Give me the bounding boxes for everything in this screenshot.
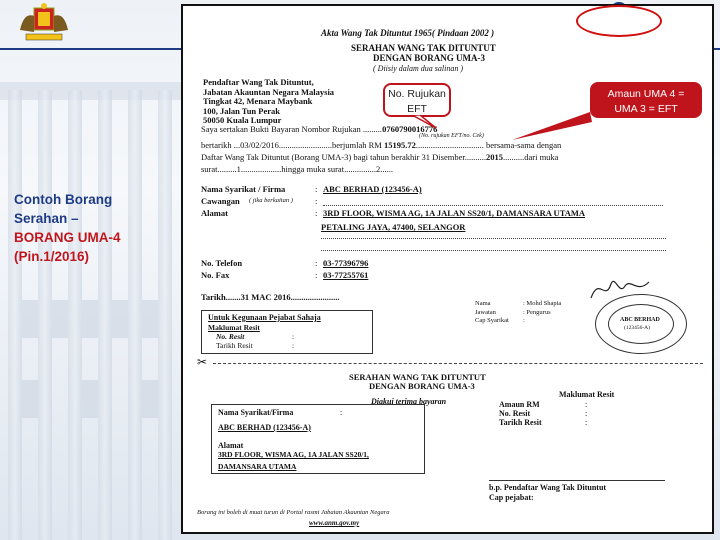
address-blank-line (321, 238, 666, 239)
company-stamp (595, 294, 687, 354)
address-line: Tingkat 42, Menara Maybank (203, 96, 313, 107)
caption-line-2: Serahan – (14, 211, 79, 226)
sign-name-value: : Mohd Shapia (523, 300, 562, 307)
office-box-subtitle: Maklumat Resit (208, 323, 260, 332)
field-label-address: Alamat (201, 208, 228, 218)
field-label-fax: No. Fax (201, 270, 230, 280)
field-note-branch: ( jika berkaitan ) (249, 197, 293, 204)
amount-value: 15195.72 (383, 140, 416, 150)
stamp-name: ABC BERHAD (620, 317, 660, 323)
receipt-subtitle: Diakui terima bayaran (371, 397, 447, 406)
colon: : (292, 332, 295, 341)
receipt-amount-label: Amaun RM (499, 400, 540, 409)
paragraph-line-2 (201, 140, 561, 150)
callout-eft-reference (383, 83, 451, 117)
colon: : (585, 409, 588, 418)
office-box-receipt-date: Tarikh Resit (216, 341, 253, 350)
para-text: bertarikh ...03/02/2016.........................berjumlah RM (201, 140, 382, 150)
address-line: Pendaftar Wang Tak Dituntut, (203, 77, 314, 87)
slide-caption (14, 190, 164, 266)
receipt-number-label: No. Resit (499, 409, 531, 418)
para-text: Saya sertakan Bukti Bayaran Nombor Rujukan ......... (201, 124, 383, 134)
office-use-box (201, 310, 373, 354)
stamp-registration: (123456-A) (624, 325, 650, 331)
para-text: ................................ bersama-sama dengan (415, 140, 562, 150)
cut-line (213, 363, 703, 364)
registrar-signature-label: b.p. Pendaftar Wang Tak Dituntut (489, 483, 607, 492)
colon: : (292, 341, 295, 350)
receipt-info-title: Maklumat Resit (559, 390, 615, 399)
field-label-phone: No. Telefon (201, 258, 243, 268)
field-value-address-2: PETALING JAYA, 47400, SELANGOR (321, 222, 466, 232)
receipt-heading-2: DENGAN BORANG UMA-3 (369, 381, 475, 391)
callout-pointer (410, 115, 440, 129)
colon: : (585, 418, 588, 427)
address-line: Jabatan Akauntan Negara Malaysia (203, 86, 335, 97)
receipt-date-label: Tarikh Resit (499, 418, 542, 427)
receipt-heading-1: SERAHAN WANG TAK DITUNTUT (349, 372, 486, 382)
background-building-photo (0, 0, 185, 540)
callout-pointer (510, 110, 594, 144)
scissors-icon: ✂ (197, 355, 208, 369)
sign-stamp-colon: : (523, 317, 525, 324)
callout-text: EFT (407, 103, 427, 115)
field-label-branch: Cawangan (201, 196, 240, 206)
callout-text: UMA 3 = EFT (614, 103, 678, 115)
paragraph-line-3 (201, 152, 558, 162)
sign-position-value: : Pengurus (523, 309, 551, 316)
coat-of-arms-logo (16, 2, 72, 44)
caption-line-3: BORANG UMA-4 (14, 230, 121, 245)
address-line: 50050 Kuala Lumpur (203, 115, 282, 126)
footer-note: Borang ini boleh di muat turun di Portal rasmi Jabatan Akauntan Negara (197, 509, 390, 516)
para-text: Daftar Wang Tak Dituntut (Borang UMA-3) bagi tahun berakhir 31 Disember.......... (201, 152, 486, 162)
signature-line (489, 480, 665, 481)
para-text: ..........dari muka (502, 152, 559, 162)
sign-name-label: Nama (475, 300, 491, 307)
callout-text: No. Rujukan (388, 88, 446, 100)
field-value-company: ABC BERHAD (123456-A) (323, 184, 422, 194)
address-line: 100, Jalan Tun Perak (203, 105, 280, 116)
colon: : (340, 408, 343, 417)
receipt-company-value: ABC BERHAD (123456-A) (218, 423, 311, 432)
act-title: Akta Wang Tak Dituntut 1965( Pindaan 2002 ) (321, 28, 495, 38)
office-stamp-label: Cap pejabat: (489, 493, 534, 502)
year-value: 2015 (485, 152, 503, 162)
highlight-oval (576, 5, 662, 37)
office-box-title: Untuk Kegunaan Pejabat Sahaja (208, 313, 321, 322)
field-value-phone: 03-77396796 (323, 258, 369, 268)
reference-note: (No. rujukan EFT/no. Cek) (419, 133, 484, 139)
callout-text: Amaun UMA 4 = (607, 88, 685, 100)
paragraph-line-1 (201, 124, 437, 134)
branch-blank-line (323, 205, 663, 206)
caption-line-4: (Pin.1/2016) (14, 249, 90, 264)
field-value-fax: 03-77255761 (323, 270, 369, 280)
receipt-company-box (211, 404, 425, 474)
footer-website-link[interactable]: www.anm.gov.my (309, 519, 360, 527)
form-document: Akta Wang Tak Dituntut 1965( Pindaan 2002 ) SERAHAN WANG TAK DITUNTUT DENGAN BORANG UMA-3 ( Diisiy dalam dua salinan ) Pendaftar Wang Tak Dituntut, Jabatan Akauntan Negara Malaysia Tingkat 42, Menara Maybank 100, Jalan Tun Perak 50050 Kuala Lumpur Saya sertakan Bukti Bayaran Nombor Rujukan .........0760790016776 (No. rujukan EFT/no. Cek) bertarikh ...03/02/2016.........................berjumlah RM 15195.72................................ bersama-sama dengan Daftar Wang Tak Dituntut (Borang UMA-3) bagi tahun berakhir 31 Disember..........2015..........dari muka surat.........1...................hingga muka surat...............2...... Nama Syarikat / Firma : ABC BERHAD (123456-A) Cawangan ( jika berkaitan ) : Alamat : 3RD FLOOR, WISMA AG, 1A JALAN SS20/1, DAMANSARA UTAMA PETALING JAYA, 47400, SELANGOR No. Telefon : 03-77396796 No. Fax : 03-77255761 Tarikh.......31 MAC 2016....................... Nama : Mohd Shapia Jawatan : Pengurus Cap Syarikat : ABC BERHAD (123456-A) Untuk Kegunaan Pejabat Sahaja Maklumat Resit No. Resit : Tarikh Resit : ✂ SERAHAN WANG TAK DITUNTUT DENGAN BORANG UMA-3 Maklumat Resit Diakui terima bayaran Amaun RM : No. Resit : Tarikh Resit : Nama Syarikat/Firma : ABC BERHAD (123456-A) Alamat 3RD FLOOR, WISMA AG, 1A JALAN SS20/1, DAMANSARA UTAMA b.p. Pendaftar Wang Tak Dituntut Cap pejabat: Borang ini boleh di muat turun di Portal rasmi Jabatan Akauntan Negara www.anm.gov.my (181, 4, 714, 534)
office-box-receipt-no: No. Resit (216, 332, 245, 341)
form-date: Tarikh.......31 MAC 2016....................... (201, 292, 340, 302)
field-value-address-1: 3RD FLOOR, WISMA AG, 1A JALAN SS20/1, DAMANSARA UTAMA (323, 208, 586, 218)
recipient-address (203, 78, 334, 126)
receipt-address-2: DAMANSARA UTAMA (218, 462, 297, 471)
receipt-address-1: 3RD FLOOR, WISMA AG, 1A JALAN SS20/1, (218, 450, 369, 459)
eft-reference-number: 0760790016776 (382, 124, 438, 134)
form-heading-3: ( Diisiy dalam dua salinan ) (373, 64, 463, 73)
paragraph-line-4: surat.........1...................hingga muka surat...............2...... (201, 164, 393, 174)
callout-amount-equation (590, 82, 702, 118)
address-blank-line (321, 250, 666, 251)
sign-position-label: Jawatan (475, 309, 496, 316)
sign-stamp-label: Cap Syarikat (475, 317, 509, 324)
form-heading-1: SERAHAN WANG TAK DITUNTUT (351, 43, 496, 53)
field-label-company: Nama Syarikat / Firma (201, 184, 286, 194)
colon: : (585, 400, 588, 409)
receipt-address-label: Alamat (218, 441, 244, 450)
receipt-company-label: Nama Syarikat/Firma (218, 408, 294, 417)
form-heading-2: DENGAN BORANG UMA-3 (373, 53, 485, 63)
caption-line-1: Contoh Borang (14, 192, 113, 207)
